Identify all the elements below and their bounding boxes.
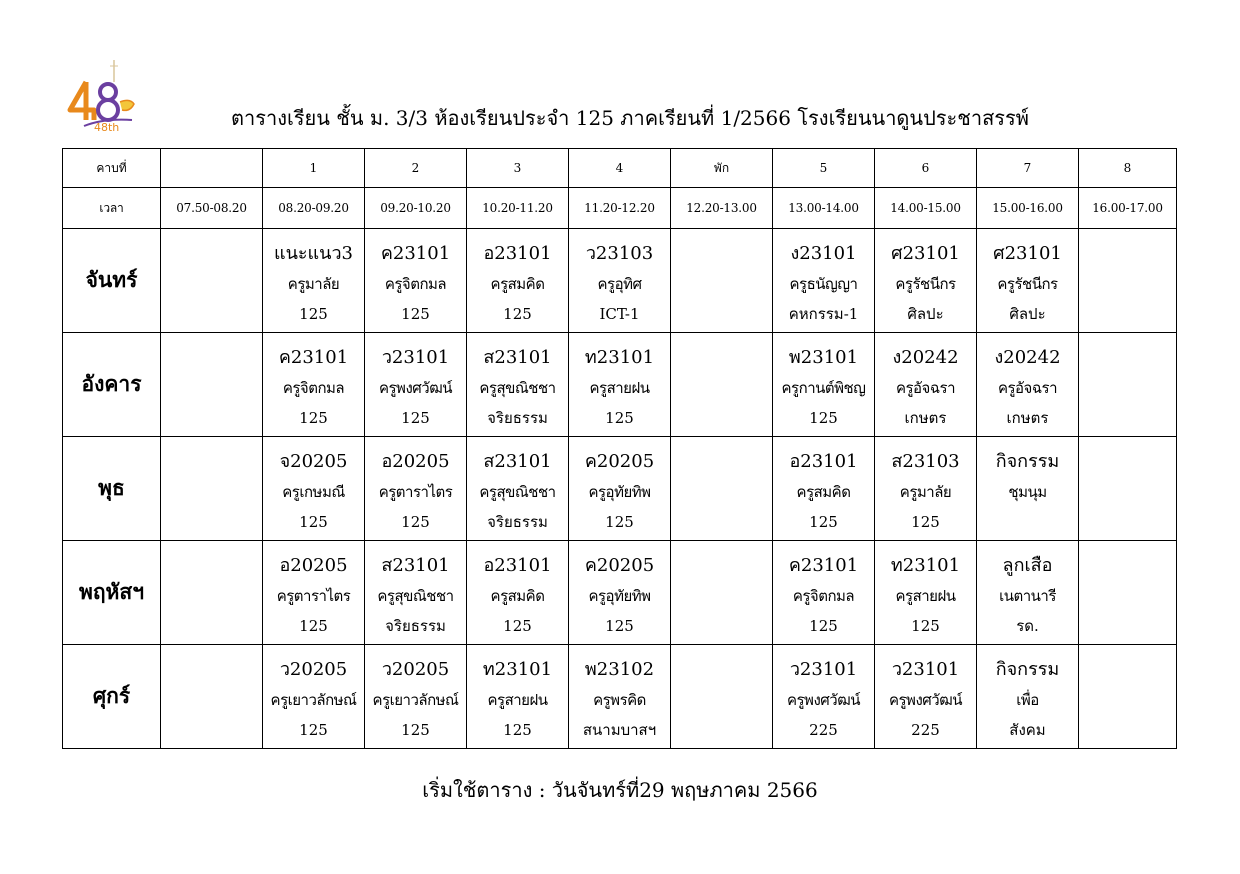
teacher-name: ครูพงศวัฒน์	[888, 691, 963, 709]
subject-code: ค20205	[584, 555, 655, 576]
room: 125	[503, 721, 532, 739]
time-slot: 08.20-09.20	[263, 188, 365, 229]
time-slot: 12.20-13.00	[671, 188, 773, 229]
time-slot: 15.00-16.00	[977, 188, 1079, 229]
class-cell-content	[263, 541, 364, 641]
class-cell-content	[977, 333, 1078, 433]
class-cell-content	[365, 437, 466, 537]
teacher-name: ครูธนัญญา	[789, 275, 858, 293]
class-cell	[569, 437, 671, 541]
class-cell	[467, 645, 569, 749]
room: คหกรรม-1	[788, 305, 859, 323]
time-slot: 10.20-11.20	[467, 188, 569, 229]
class-cell-content	[161, 645, 262, 655]
subject-code: พ23102	[584, 659, 655, 680]
class-cell-content	[467, 333, 568, 433]
teacher-name: ครูมาลัย	[899, 483, 952, 501]
class-cell	[263, 333, 365, 437]
class-cell-content	[671, 333, 772, 343]
class-cell	[1079, 229, 1177, 333]
teacher-name: ครูจิตกมล	[384, 275, 447, 293]
teacher-name: ครูตาราไตร	[378, 483, 453, 501]
timetable	[62, 148, 1177, 749]
class-cell-content	[875, 645, 976, 745]
class-cell	[569, 645, 671, 749]
teacher-name: ครูรัชนีกร	[895, 275, 956, 293]
class-cell	[161, 541, 263, 645]
class-cell-content	[671, 229, 772, 239]
class-cell	[773, 229, 875, 333]
class-cell	[467, 333, 569, 437]
period-number: 3	[467, 149, 569, 188]
room: 125	[299, 721, 328, 739]
class-cell	[365, 229, 467, 333]
period-number: 4	[569, 149, 671, 188]
class-cell	[875, 333, 977, 437]
time-label: เวลา	[63, 188, 161, 229]
class-cell-content	[569, 541, 670, 641]
class-cell	[773, 541, 875, 645]
class-cell-content	[875, 229, 976, 329]
class-cell-content	[467, 645, 568, 745]
class-cell	[671, 437, 773, 541]
class-cell	[773, 333, 875, 437]
room: จริยธรรม	[487, 409, 548, 427]
period-number: 5	[773, 149, 875, 188]
teacher-name: ครูอุทัยทิพ	[588, 587, 651, 605]
subject-code: ส23103	[891, 451, 960, 472]
subject-code: ว20205	[279, 659, 348, 680]
teacher-name: ครูพรคิด	[593, 691, 646, 709]
class-cell-content	[1079, 541, 1176, 551]
class-cell	[569, 541, 671, 645]
class-cell-content	[161, 437, 262, 447]
class-cell	[875, 437, 977, 541]
class-cell-content	[161, 541, 262, 551]
class-cell	[263, 541, 365, 645]
class-cell	[1079, 437, 1177, 541]
subject-code: กิจกรรม	[995, 659, 1060, 680]
class-cell	[1079, 333, 1177, 437]
room: 125	[809, 409, 838, 427]
subject-code: อ20205	[279, 555, 348, 576]
teacher-name: ครูสมคิด	[490, 587, 545, 605]
class-cell	[161, 333, 263, 437]
teacher-name: ครูเยาวลักษณ์	[372, 691, 459, 709]
class-cell-content	[569, 333, 670, 433]
room: 125	[299, 513, 328, 531]
teacher-name: ครูสายฝน	[487, 691, 548, 709]
time-row	[63, 188, 1177, 229]
teacher-name: ครูอุทิศ	[597, 275, 642, 293]
period-number: พัก	[671, 149, 773, 188]
subject-code: อ20205	[381, 451, 450, 472]
class-cell-content	[1079, 437, 1176, 447]
class-cell-content	[1079, 645, 1176, 655]
class-cell-content	[671, 541, 772, 551]
class-cell	[569, 333, 671, 437]
class-cell	[365, 437, 467, 541]
period-number: 8	[1079, 149, 1177, 188]
room: 125	[401, 513, 430, 531]
day-name: พฤหัสฯ	[63, 541, 161, 645]
subject-code: อ23101	[789, 451, 858, 472]
class-cell-content	[365, 541, 466, 641]
time-slot: 11.20-12.20	[569, 188, 671, 229]
subject-code: ง20242	[892, 347, 959, 368]
period-number: 2	[365, 149, 467, 188]
class-cell-content	[875, 437, 976, 537]
time-slot: 14.00-15.00	[875, 188, 977, 229]
class-cell	[467, 541, 569, 645]
class-cell-content	[569, 437, 670, 537]
room: 125	[911, 513, 940, 531]
class-cell-content	[977, 541, 1078, 641]
class-cell-content	[773, 541, 874, 641]
subject-code: ว23101	[891, 659, 960, 680]
class-cell-content	[671, 645, 772, 655]
class-cell-content	[161, 333, 262, 343]
class-cell	[263, 229, 365, 333]
class-cell	[671, 333, 773, 437]
time-slot: 13.00-14.00	[773, 188, 875, 229]
logo-text: 48th	[94, 121, 120, 132]
class-cell-content	[365, 229, 466, 329]
teacher-name: ครูสมคิด	[490, 275, 545, 293]
subject-code: ว23103	[585, 243, 654, 264]
class-cell-content	[773, 229, 874, 329]
subject-code: ค23101	[380, 243, 451, 264]
period-header-row	[63, 149, 1177, 188]
teacher-name: ครูเกษมณี	[282, 483, 345, 501]
room: 125	[605, 409, 634, 427]
room: รด.	[1016, 617, 1039, 635]
room: 125	[401, 721, 430, 739]
teacher-name: ครูสุขณิชชา	[479, 379, 556, 397]
room: จริยธรรม	[385, 617, 446, 635]
class-cell-content	[467, 229, 568, 329]
subject-code: อ23101	[483, 243, 552, 264]
teacher-name: ครูสายฝน	[589, 379, 650, 397]
class-cell	[365, 541, 467, 645]
class-cell	[671, 541, 773, 645]
room: 125	[809, 617, 838, 635]
class-cell	[671, 229, 773, 333]
class-cell	[467, 229, 569, 333]
subject-code: แนะแนว3	[273, 243, 354, 264]
teacher-name: ครูอัจฉรา	[895, 379, 956, 397]
subject-code: ค23101	[278, 347, 349, 368]
class-cell-content	[773, 645, 874, 745]
start-date-note: เริ่มใช้ตาราง : วันจันทร์ที่29 พฤษภาคม 2566	[422, 778, 818, 802]
teacher-name: ชุมนุม	[1008, 483, 1047, 501]
class-cell-content	[467, 437, 568, 537]
subject-code: ลูกเสือ	[1002, 555, 1053, 576]
teacher-name: ครูอัจฉรา	[997, 379, 1058, 397]
class-cell	[773, 645, 875, 749]
room: 225	[911, 721, 940, 739]
day-name: อังคาร	[63, 333, 161, 437]
class-cell	[977, 541, 1079, 645]
period-number: 7	[977, 149, 1079, 188]
room: 125	[503, 305, 532, 323]
class-cell-content	[977, 437, 1078, 507]
class-cell	[977, 229, 1079, 333]
teacher-name: ครูตาราไตร	[276, 587, 351, 605]
subject-code: ส23101	[483, 451, 552, 472]
room: 125	[605, 617, 634, 635]
teacher-name: เนตานารี	[999, 587, 1056, 605]
subject-code: ค20205	[584, 451, 655, 472]
teacher-name: ครูอุทัยทิพ	[588, 483, 651, 501]
room: ศิลปะ	[1009, 305, 1046, 323]
subject-code: ง20242	[994, 347, 1061, 368]
subject-code: ว23101	[789, 659, 858, 680]
room: 125	[605, 513, 634, 531]
class-cell	[875, 645, 977, 749]
day-row	[63, 645, 1177, 749]
class-cell	[977, 645, 1079, 749]
class-cell-content	[977, 645, 1078, 745]
period-number: 1	[263, 149, 365, 188]
time-slot: 07.50-08.20	[161, 188, 263, 229]
period-label: คาบที่	[63, 149, 161, 188]
subject-code: ค23101	[788, 555, 859, 576]
subject-code: ส23101	[381, 555, 450, 576]
teacher-name: ครูสายฝน	[895, 587, 956, 605]
class-cell-content	[773, 437, 874, 537]
room: 225	[809, 721, 838, 739]
room: 125	[911, 617, 940, 635]
teacher-name: ครูรัชนีกร	[997, 275, 1058, 293]
class-cell	[161, 229, 263, 333]
class-cell	[773, 437, 875, 541]
day-row	[63, 541, 1177, 645]
teacher-name: ครูพงศวัฒน์	[378, 379, 453, 397]
day-name: พุธ	[63, 437, 161, 541]
teacher-name: ครูพงศวัฒน์	[786, 691, 861, 709]
class-cell	[161, 645, 263, 749]
room: 125	[809, 513, 838, 531]
room: เกษตร	[904, 409, 947, 427]
class-cell-content	[671, 437, 772, 447]
subject-code: จ20205	[279, 451, 348, 472]
room: สนามบาสฯ	[582, 721, 657, 739]
class-cell-content	[1079, 333, 1176, 343]
class-cell-content	[263, 333, 364, 433]
teacher-name: ครูสุขณิชชา	[377, 587, 454, 605]
day-row	[63, 229, 1177, 333]
subject-code: ท23101	[890, 555, 961, 576]
class-cell	[263, 437, 365, 541]
teacher-name: ครูเยาวลักษณ์	[270, 691, 357, 709]
room: 125	[401, 305, 430, 323]
class-cell	[977, 437, 1079, 541]
teacher-name: ครูสุขณิชชา	[479, 483, 556, 501]
teacher-name: ครูกานต์พิชญ	[781, 379, 866, 397]
subject-code: ท23101	[584, 347, 655, 368]
class-cell-content	[773, 333, 874, 433]
class-cell-content	[1079, 229, 1176, 239]
subject-code: ท23101	[482, 659, 553, 680]
class-cell-content	[569, 645, 670, 745]
teacher-name: ครูสมคิด	[796, 483, 851, 501]
class-cell	[467, 437, 569, 541]
room: 125	[503, 617, 532, 635]
day-row	[63, 437, 1177, 541]
subject-code: ง23101	[790, 243, 857, 264]
class-cell-content	[365, 333, 466, 433]
class-cell	[977, 333, 1079, 437]
room: ศิลปะ	[907, 305, 944, 323]
time-slot: 16.00-17.00	[1079, 188, 1177, 229]
class-cell	[1079, 645, 1177, 749]
class-cell	[875, 541, 977, 645]
class-cell	[365, 333, 467, 437]
subject-code: ศ23101	[891, 243, 960, 264]
subject-code: กิจกรรม	[995, 451, 1060, 472]
room: 125	[299, 617, 328, 635]
room: 125	[299, 305, 328, 323]
room: สังคม	[1009, 721, 1046, 739]
room: เกษตร	[1006, 409, 1049, 427]
period-number: 6	[875, 149, 977, 188]
subject-code: ว23101	[381, 347, 450, 368]
class-cell-content	[263, 645, 364, 745]
subject-code: พ23101	[788, 347, 859, 368]
school-48th-logo	[64, 58, 142, 132]
class-cell-content	[263, 437, 364, 537]
class-cell-content	[875, 541, 976, 641]
period-number	[161, 149, 263, 188]
class-cell	[875, 229, 977, 333]
class-cell	[671, 645, 773, 749]
class-cell	[365, 645, 467, 749]
class-cell-content	[365, 645, 466, 745]
class-cell-content	[875, 333, 976, 433]
class-cell-content	[569, 229, 670, 329]
teacher-name: เพื่อ	[1016, 691, 1039, 709]
subject-code: ว20205	[381, 659, 450, 680]
room: 125	[299, 409, 328, 427]
class-cell	[569, 229, 671, 333]
class-cell-content	[467, 541, 568, 641]
room: ICT-1	[599, 305, 640, 323]
page-title: ตารางเรียน ชั้น ม. 3/3 ห้องเรียนประจำ 125 ภาคเรียนที่ 1/2566 โรงเรียนนาดูนประชาสรรพ์	[231, 106, 1029, 130]
day-row	[63, 333, 1177, 437]
class-cell-content	[263, 229, 364, 329]
class-cell	[263, 645, 365, 749]
time-slot: 09.20-10.20	[365, 188, 467, 229]
day-name: จันทร์	[63, 229, 161, 333]
subject-code: ศ23101	[993, 243, 1062, 264]
teacher-name: ครูจิตกมล	[792, 587, 855, 605]
class-cell	[1079, 541, 1177, 645]
teacher-name: ครูมาลัย	[287, 275, 340, 293]
class-cell-content	[161, 229, 262, 239]
class-cell-content	[977, 229, 1078, 329]
subject-code: ส23101	[483, 347, 552, 368]
room: 125	[401, 409, 430, 427]
teacher-name: ครูจิตกมล	[282, 379, 345, 397]
day-name: ศุกร์	[63, 645, 161, 749]
subject-code: อ23101	[483, 555, 552, 576]
class-cell	[161, 437, 263, 541]
room: จริยธรรม	[487, 513, 548, 531]
